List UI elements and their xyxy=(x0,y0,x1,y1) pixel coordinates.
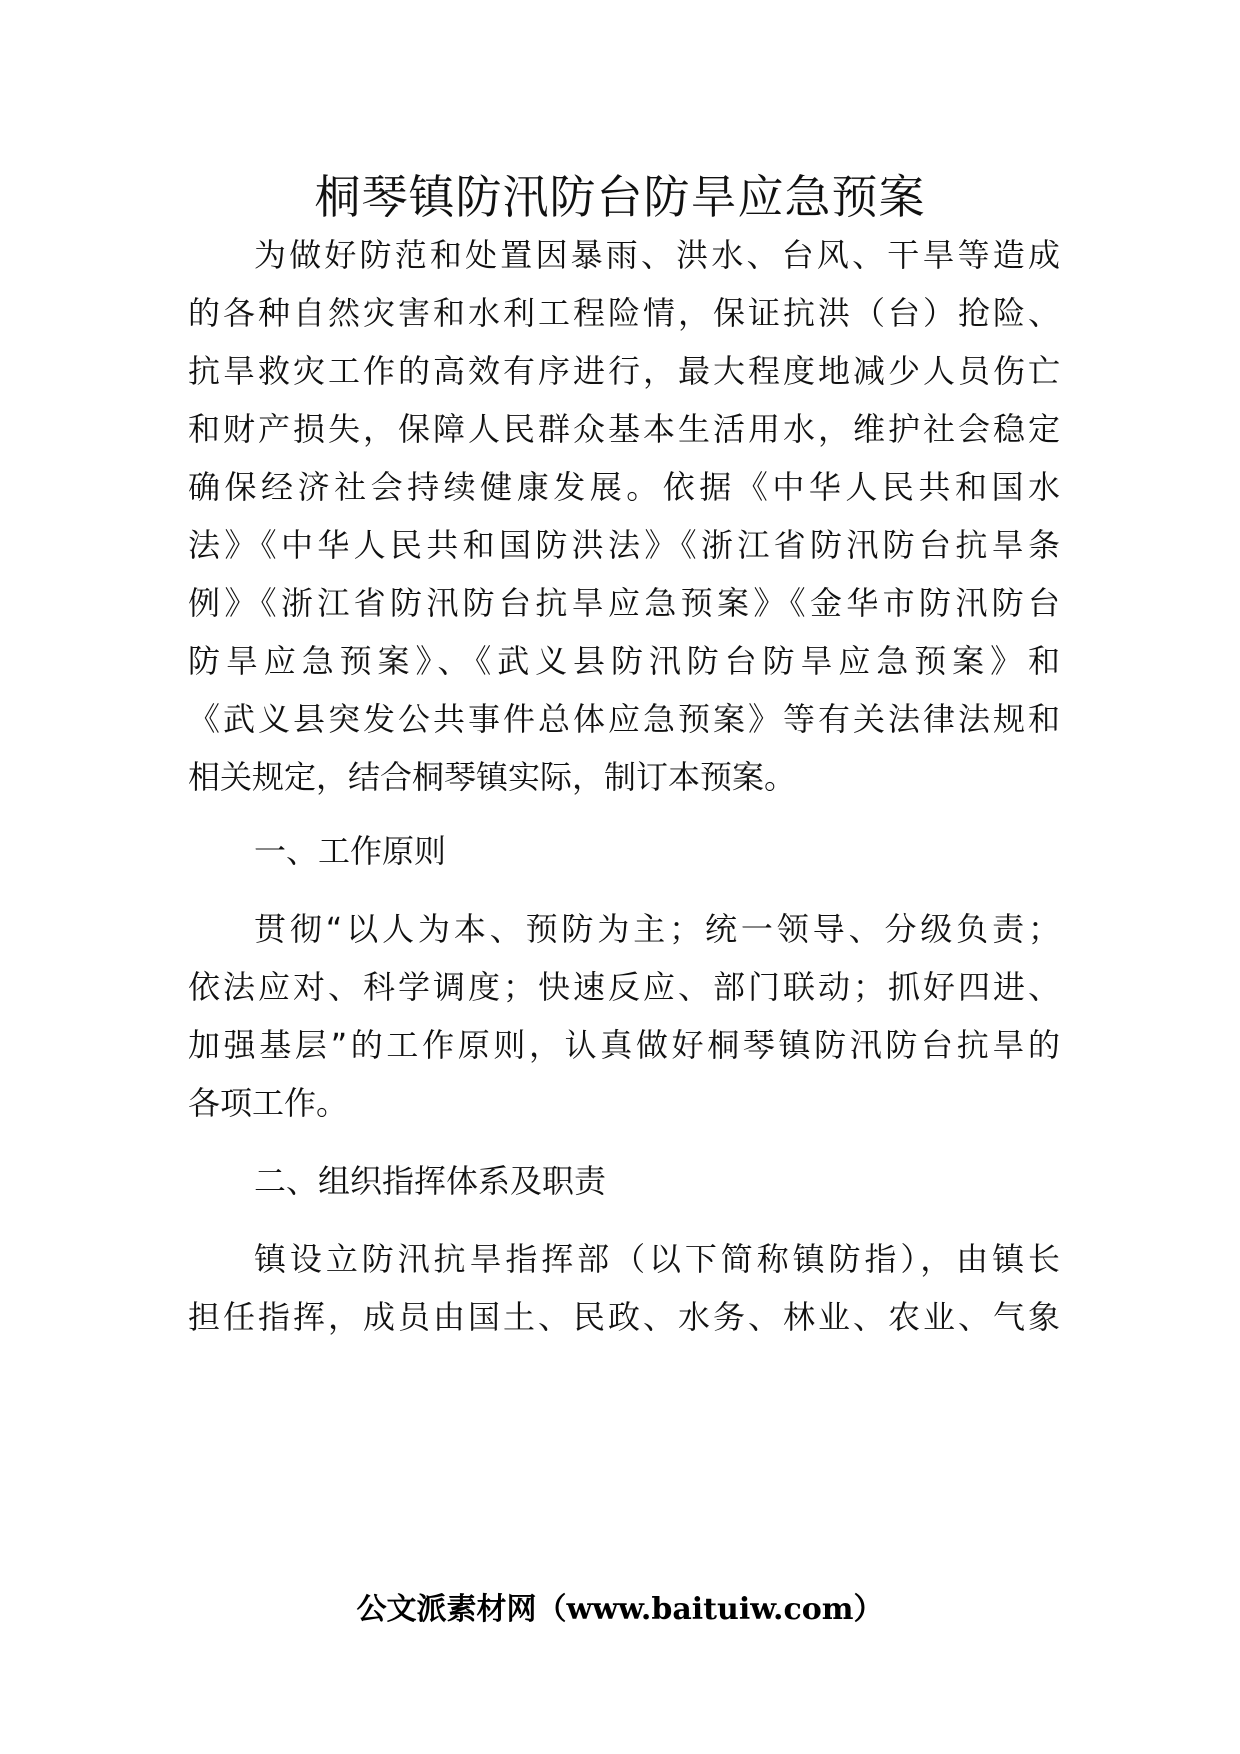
paragraph-line: 相关规定，结合桐琴镇实际，制订本预案。 xyxy=(188,758,797,796)
section-heading: 一、工作原则 xyxy=(254,832,447,870)
paragraph-line: 例》《浙江省防汛防台抗旱应急预案》《金华市防汛防台 xyxy=(188,584,1060,622)
paragraph-line: 防旱应急预案》、《武义县防汛防台防旱应急预案》和 xyxy=(188,642,1060,680)
paragraph-line: 加强基层”的工作原则，认真做好桐琴镇防汛防台抗旱的 xyxy=(188,1026,1060,1064)
paragraph-line: 《武义县突发公共事件总体应急预案》等有关法律法规和 xyxy=(188,700,1060,738)
section-heading: 二、组织指挥体系及职责 xyxy=(254,1162,607,1200)
document-title: 桐琴镇防汛防台防旱应急预案 xyxy=(314,170,926,224)
paragraph-line: 贯彻“以人为本、预防为主；统一领导、分级负责； xyxy=(254,910,1060,948)
paragraph-line: 担任指挥，成员由国土、民政、水务、林业、农业、气象 xyxy=(188,1298,1060,1336)
paragraph-line: 各项工作。 xyxy=(188,1084,349,1122)
paragraph-line: 为做好防范和处置因暴雨、洪水、台风、干旱等造成 xyxy=(254,236,1060,274)
paragraph-line: 确保经济社会持续健康发展。依据《中华人民共和国水 xyxy=(188,468,1060,506)
paragraph-line: 和财产损失，保障人民群众基本生活用水，维护社会稳定 xyxy=(188,410,1060,448)
paragraph-line: 镇设立防汛抗旱指挥部（以下简称镇防指），由镇长 xyxy=(254,1240,1060,1278)
paragraph-line: 依法应对、科学调度；快速反应、部门联动；抓好四进、 xyxy=(188,968,1060,1006)
paragraph-line: 抗旱救灾工作的高效有序进行，最大程度地减少人员伤亡 xyxy=(188,352,1060,390)
footer-watermark: 公文派素材网（www.baituiw.com） xyxy=(356,1592,884,1627)
paragraph-line: 的各种自然灾害和水利工程险情，保证抗洪（台）抢险、 xyxy=(188,294,1060,332)
paragraph-line: 法》《中华人民共和国防洪法》《浙江省防汛防台抗旱条 xyxy=(188,526,1060,564)
